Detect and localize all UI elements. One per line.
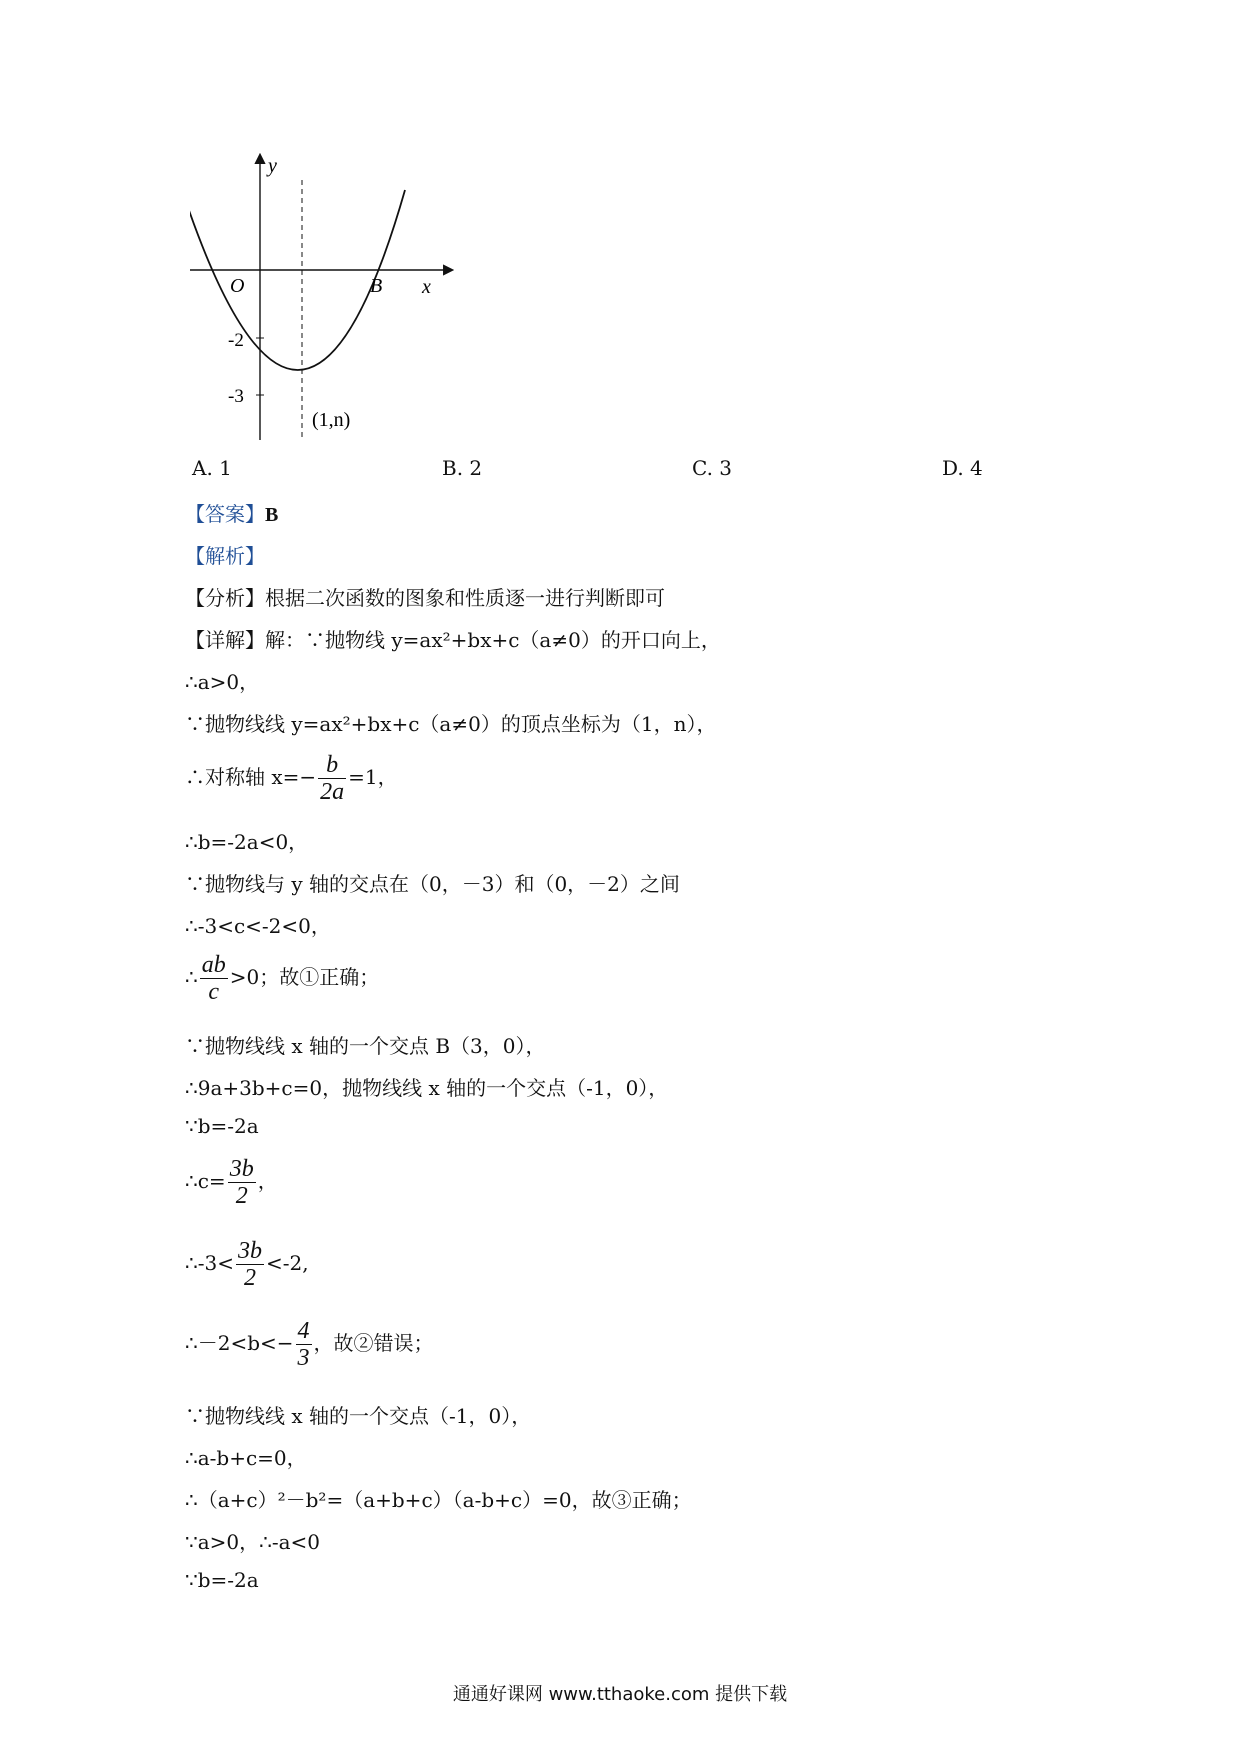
fraction-denominator: 2 bbox=[236, 1264, 264, 1291]
line-13 bbox=[185, 1318, 434, 1371]
line-3 bbox=[185, 752, 398, 805]
line-10: ∵b=-2a bbox=[185, 1114, 259, 1138]
fraction-numerator: ab bbox=[201, 952, 226, 978]
line-15: ∴a-b+c=0， bbox=[185, 1446, 307, 1470]
line-2: ∵抛物线线 y=ax²+bx+c（a≠0）的顶点坐标为（1，n）， bbox=[185, 712, 717, 736]
fenxi-tag: 【分析】 bbox=[185, 586, 265, 610]
fraction-numerator: 4 bbox=[297, 1318, 310, 1344]
analysis-tag: 【解析】 bbox=[185, 544, 265, 568]
line-6: ∴-3<c<-2<0， bbox=[185, 914, 331, 938]
line-14: ∵抛物线线 x 轴的一个交点（-1，0）， bbox=[185, 1404, 532, 1428]
parabola-graph bbox=[190, 150, 460, 450]
parabola-figure bbox=[190, 150, 460, 450]
line-12 bbox=[185, 1238, 309, 1291]
line-1: ∴a>0， bbox=[185, 670, 260, 694]
line-13-prefix: ∴－2<b<− bbox=[185, 1331, 294, 1355]
detail-line bbox=[185, 624, 721, 653]
fraction-denominator: c bbox=[200, 978, 228, 1005]
vertex-label: (1,n) bbox=[312, 409, 351, 431]
fraction-denominator: 2a bbox=[320, 779, 345, 805]
option-a: A. 1 bbox=[192, 456, 232, 480]
option-b: B. 2 bbox=[442, 456, 483, 480]
line-17: ∵a>0，∴-a<0 bbox=[185, 1530, 321, 1554]
fraction-3b-over-2 bbox=[228, 1156, 256, 1209]
y-axis-label: y bbox=[268, 155, 277, 177]
fraction-ab-over-c bbox=[200, 952, 228, 1005]
fraction-denominator: 3 bbox=[297, 1345, 310, 1371]
tick-neg3-label: -3 bbox=[228, 386, 244, 407]
tick-neg2-label: -2 bbox=[228, 330, 244, 351]
fenxi-text: 根据二次函数的图象和性质逐一进行判断即可 bbox=[265, 586, 665, 610]
line-11-suffix: ， bbox=[257, 1169, 278, 1193]
line-18: ∵b=-2a bbox=[185, 1568, 259, 1592]
x-axis-label: x bbox=[422, 276, 431, 298]
line-3-prefix: ∴对称轴 x=− bbox=[185, 765, 317, 789]
line-3-suffix: =1， bbox=[348, 765, 398, 789]
fraction-3b-over-2 bbox=[236, 1238, 264, 1291]
line-11 bbox=[185, 1156, 278, 1209]
detail-text: 解：∵抛物线 y=ax²+bx+c（a≠0）的开口向上， bbox=[265, 628, 721, 652]
line-7-suffix: >0；故①正确； bbox=[229, 965, 380, 989]
fraction-numerator: b bbox=[326, 752, 339, 778]
fraction-denominator: 2 bbox=[228, 1182, 256, 1209]
fraction-b-over-2a bbox=[318, 752, 346, 805]
point-b-label: B bbox=[370, 275, 383, 297]
fraction-numerator: 3b bbox=[229, 1156, 254, 1182]
line-13-suffix: ，故②错误； bbox=[313, 1331, 434, 1355]
option-c: C. 3 bbox=[692, 456, 733, 480]
answer-value: B bbox=[265, 504, 279, 526]
answer-line bbox=[185, 498, 278, 527]
line-5: ∵抛物线与 y 轴的交点在（0，－3）和（0，－2）之间 bbox=[185, 872, 680, 896]
line-7 bbox=[185, 952, 379, 1005]
option-d: D. 4 bbox=[942, 456, 983, 480]
line-11-prefix: ∴c= bbox=[185, 1169, 226, 1193]
fenxi-line bbox=[185, 582, 665, 611]
line-12-prefix: ∴-3< bbox=[185, 1251, 234, 1275]
page-footer: 通通好课网 www.tthaoke.com 提供下载 bbox=[452, 1684, 788, 1705]
line-8: ∵抛物线线 x 轴的一个交点 B（3，0）， bbox=[185, 1034, 546, 1058]
origin-label: O bbox=[230, 275, 245, 297]
line-4: ∴b=-2a<0， bbox=[185, 830, 309, 854]
fraction-4-over-3 bbox=[296, 1318, 312, 1371]
fraction-numerator: 3b bbox=[237, 1238, 262, 1264]
line-7-prefix: ∴ bbox=[185, 965, 198, 989]
line-12-suffix: <-2, bbox=[265, 1251, 309, 1275]
line-16: ∴（a+c）²－b²=（a+b+c）（a-b+c）=0，故③正确； bbox=[185, 1488, 692, 1512]
line-9: ∴9a+3b+c=0，抛物线线 x 轴的一个交点（-1，0）， bbox=[185, 1076, 669, 1100]
detail-tag: 【详解】 bbox=[185, 628, 265, 652]
answer-tag: 【答案】 bbox=[185, 502, 265, 526]
